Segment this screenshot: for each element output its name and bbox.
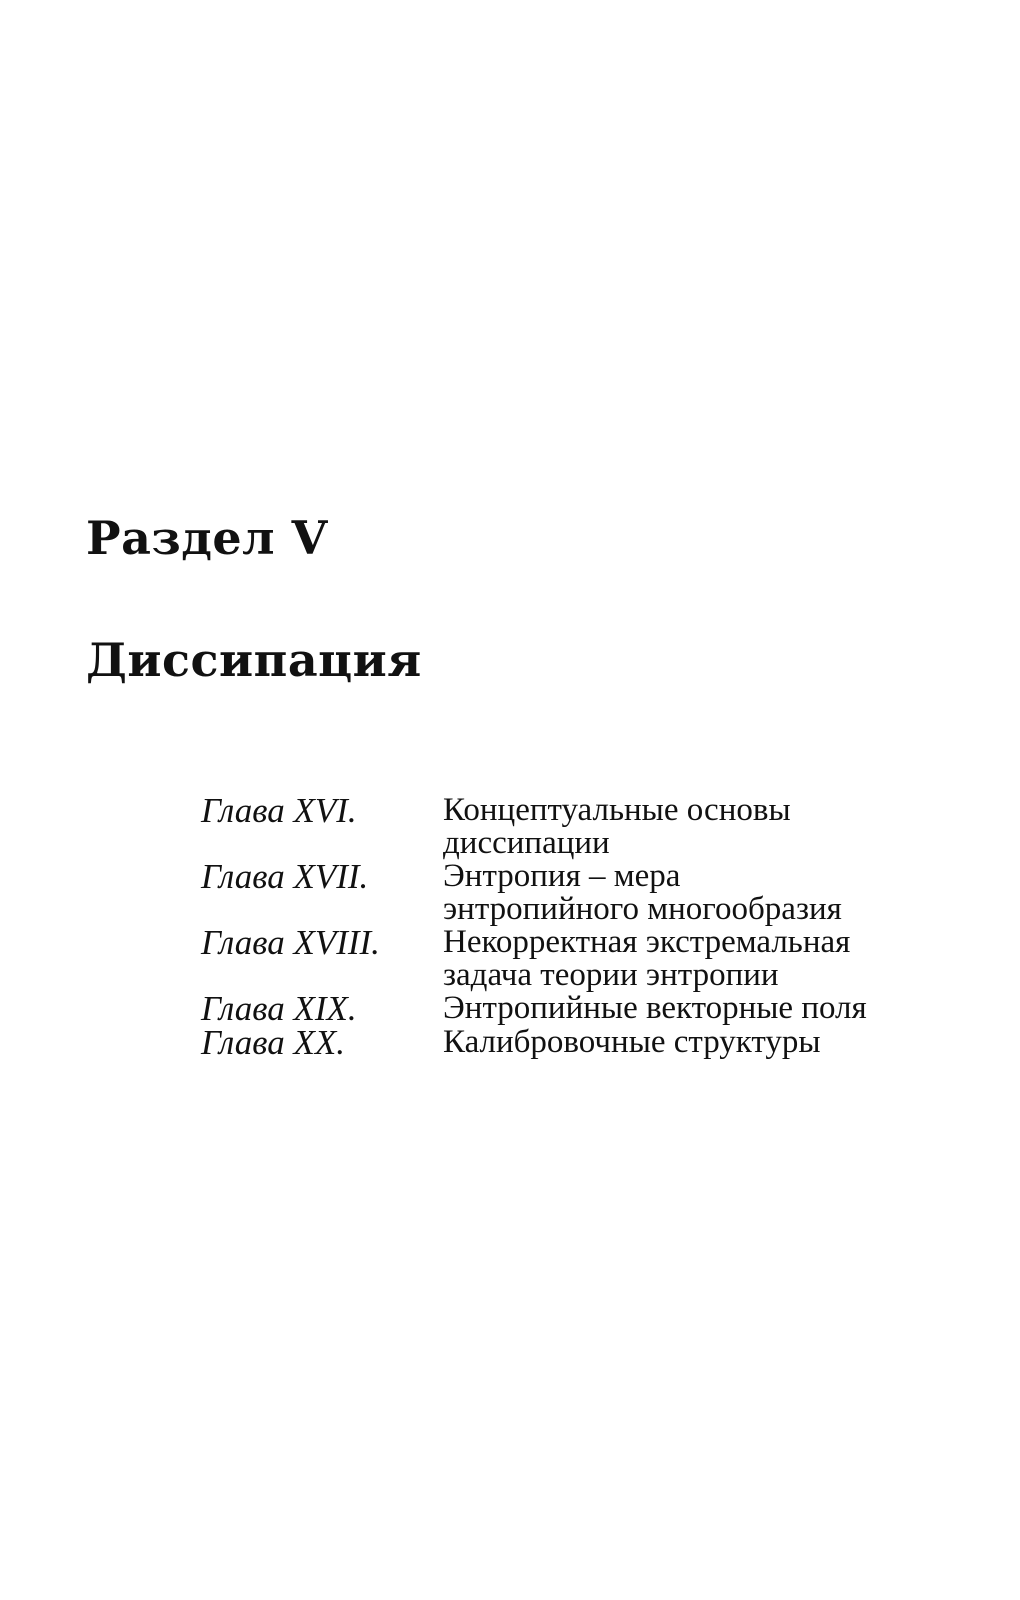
chapter-list bbox=[201, 791, 1001, 1062]
chapter-number: Глава XVI. bbox=[201, 791, 357, 830]
chapter-title-line: энтропийного многообразия bbox=[443, 891, 842, 927]
chapter-number: Глава XVII. bbox=[201, 857, 369, 896]
chapter-title-line: Некорректная экстремальная bbox=[443, 924, 851, 960]
chapter-title-line: Энтропия – мера bbox=[443, 858, 681, 894]
chapter-title-line: задача теории энтропии bbox=[443, 957, 779, 993]
chapter-entry bbox=[201, 857, 1001, 927]
chapter-title-line: Энтропийные векторные поля bbox=[443, 990, 867, 1026]
chapter-number: Глава XX. bbox=[201, 1023, 345, 1062]
chapter-entry bbox=[201, 791, 1001, 861]
chapter-entry bbox=[201, 923, 1001, 993]
part-title: Раздел V bbox=[86, 511, 328, 565]
chapter-number: Глава XIX. bbox=[201, 989, 357, 1028]
chapter-title bbox=[443, 926, 850, 992]
chapter-title bbox=[443, 1026, 821, 1059]
chapter-entry bbox=[201, 989, 1001, 1028]
chapter-title-line: Концептуальные основы bbox=[443, 792, 791, 828]
chapter-title bbox=[443, 860, 842, 926]
part-subtitle: Диссипация bbox=[86, 633, 422, 687]
chapter-title-line: диссипации bbox=[443, 825, 610, 861]
chapter-title-line: Калибровочные структуры bbox=[443, 1024, 821, 1060]
chapter-number: Глава XVIII. bbox=[201, 923, 380, 962]
chapter-title bbox=[443, 794, 791, 860]
chapter-entry bbox=[201, 1023, 1001, 1062]
chapter-title bbox=[443, 992, 867, 1025]
